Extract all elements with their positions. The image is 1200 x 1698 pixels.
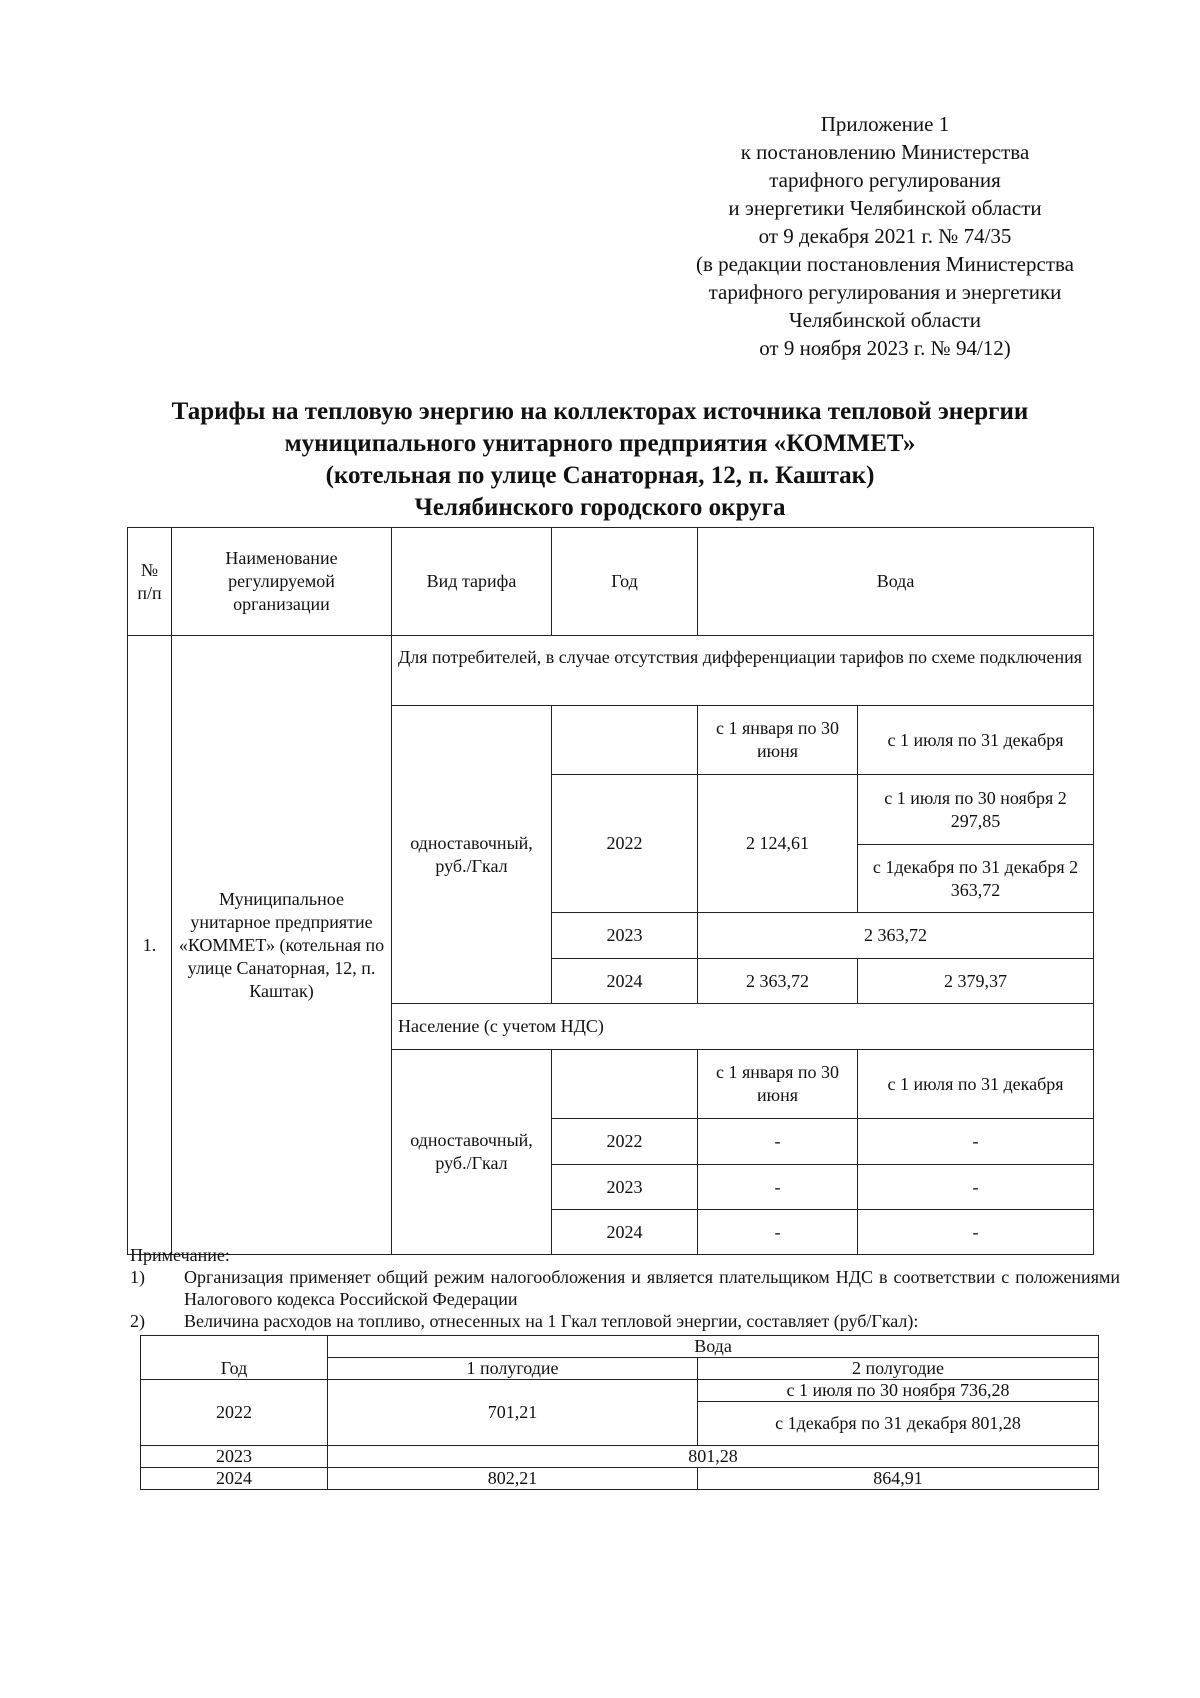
appendix-line: к постановлению Министерства — [740, 140, 1030, 164]
year-cell: 2024 — [552, 1210, 698, 1255]
year-cell: 2024 — [552, 959, 698, 1004]
appendix-line: и энергетики Челябинской области — [728, 196, 1042, 220]
header-tariff-type: Вид тарифа — [392, 528, 552, 636]
period-h2: с 1 июля по 31 декабря — [858, 1050, 1094, 1119]
fuel-header-water: Вода — [328, 1336, 1099, 1358]
header-num: № п/п — [128, 528, 172, 636]
notes-heading: Примечание: — [130, 1245, 230, 1265]
value-cell: - — [858, 1119, 1094, 1165]
note-number: 1) — [130, 1267, 145, 1287]
table-header-row — [128, 528, 1094, 636]
note-number: 2) — [130, 1311, 145, 1331]
value-cell: - — [698, 1119, 858, 1165]
year-cell: 2023 — [552, 913, 698, 959]
value-cell: 2 124,61 — [698, 775, 858, 913]
period-h2: с 1 июля по 31 декабря — [858, 706, 1094, 775]
appendix-line: Приложение 1 — [820, 112, 950, 136]
year-cell: 2022 — [552, 1119, 698, 1165]
tariff-type-consumers: одноставочный, руб./Гкал — [392, 706, 552, 1004]
year-cell: 2023 — [552, 1165, 698, 1210]
header-water: Вода — [698, 528, 1094, 636]
year-cell: 2023 — [141, 1446, 328, 1468]
org-name: Муниципальное унитарное предприятие «КОММЕТ» (котельная по улице Санаторная, 12, п. Каштак) — [172, 636, 392, 1255]
note-item — [130, 1310, 1120, 1332]
title-line: Тарифы на тепловую энергию на коллекторах источника тепловой энергии — [171, 398, 1029, 425]
period-h1: с 1 января по 30 июня — [698, 706, 858, 775]
year-cell: 2024 — [141, 1468, 328, 1490]
table-row — [141, 1336, 1099, 1358]
value-cell: 2 363,72 — [698, 959, 858, 1004]
year-cell: 2022 — [141, 1380, 328, 1446]
value-cell: 701,21 — [328, 1380, 698, 1446]
note-text: Организация применяет общий режим налогообложения и является плательщиком НДС в соответствии с положениями Налогового кодекса Российской Федерации — [184, 1267, 1120, 1309]
header-org: Наименование регулируемой организации — [172, 528, 392, 636]
note-item — [130, 1266, 1120, 1310]
empty-cell — [552, 706, 698, 775]
appendix-line: Челябинской области — [789, 308, 981, 332]
tariff-type-population: одноставочный, руб./Гкал — [392, 1050, 552, 1255]
fuel-header-h2: 2 полугодие — [698, 1358, 1099, 1380]
table-row — [141, 1380, 1099, 1402]
table-row — [128, 636, 1094, 706]
value-cell: 802,21 — [328, 1468, 698, 1490]
value-cell: - — [858, 1165, 1094, 1210]
title-line: муниципального унитарного предприятия «КОММЕТ» — [284, 430, 916, 457]
appendix-header — [640, 110, 1130, 362]
section-consumers: Для потребителей, в случае отсутствия дифференциации тарифов по схеме подключения — [392, 636, 1094, 706]
tariff-table — [127, 527, 1094, 1255]
appendix-line: от 9 декабря 2021 г. № 74/35 — [758, 224, 1012, 248]
year-cell: 2022 — [552, 775, 698, 913]
table-row — [141, 1446, 1099, 1468]
fuel-header-h1: 1 полугодие — [328, 1358, 698, 1380]
value-cell: 801,28 — [328, 1446, 1099, 1468]
value-cell: - — [698, 1210, 858, 1255]
title-line: (котельная по улице Санаторная, 12, п. Каштак) — [325, 462, 875, 489]
appendix-line: от 9 ноября 2023 г. № 94/12) — [759, 336, 1011, 360]
empty-cell — [552, 1050, 698, 1119]
value-cell: - — [698, 1165, 858, 1210]
value-cell: 864,91 — [698, 1468, 1099, 1490]
value-cell: с 1декабря по 31 декабря 801,28 — [698, 1402, 1099, 1446]
document-title — [100, 396, 1100, 524]
table-row — [141, 1468, 1099, 1490]
appendix-line: тарифного регулирования и энергетики — [708, 280, 1062, 304]
value-cell: - — [858, 1210, 1094, 1255]
section-population: Население (с учетом НДС) — [392, 1004, 1094, 1050]
row-number: 1. — [128, 636, 172, 1255]
appendix-line: (в редакции постановления Министерства — [696, 252, 1074, 276]
fuel-cost-table — [140, 1335, 1099, 1490]
period-h1: с 1 января по 30 июня — [698, 1050, 858, 1119]
value-cell: с 1 июля по 30 ноября 736,28 — [698, 1380, 1099, 1402]
header-year: Год — [552, 528, 698, 636]
note-text: Величина расходов на топливо, отнесенных на 1 Гкал тепловой энергии, составляет (руб/Гкал): — [184, 1311, 919, 1331]
value-cell: 2 363,72 — [698, 913, 1094, 959]
notes — [130, 1244, 1120, 1332]
appendix-line: тарифного регулирования — [769, 168, 1001, 192]
value-cell: с 1декабря по 31 декабря 2 363,72 — [858, 845, 1094, 913]
value-cell: 2 379,37 — [858, 959, 1094, 1004]
title-line: Челябинского городского округа — [414, 494, 786, 521]
value-cell: с 1 июля по 30 ноября 2 297,85 — [858, 775, 1094, 845]
fuel-header-year: Год — [141, 1336, 328, 1380]
